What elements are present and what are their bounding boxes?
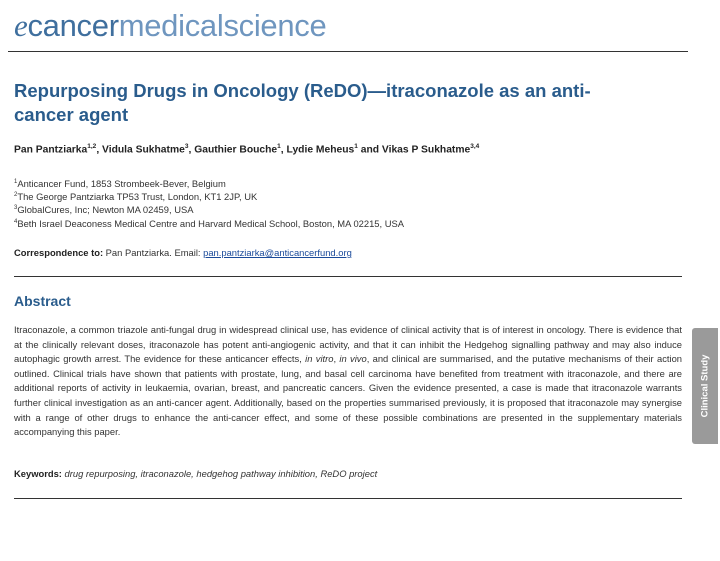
correspondence xyxy=(14,247,352,258)
author-list xyxy=(14,143,479,155)
author-name: Lydie Meheus xyxy=(286,144,355,156)
affiliations xyxy=(14,178,404,231)
author-name: Vikas P Sukhatme xyxy=(381,144,471,156)
author-name: Pan Pantziarka xyxy=(14,144,88,156)
author-name: Vidula Sukhatme xyxy=(102,144,185,156)
keywords-label: Keywords: xyxy=(14,468,62,479)
affiliation-marker: 1 xyxy=(14,178,18,185)
author-affiliation-marker: 1 xyxy=(354,143,358,150)
abstract-heading: Abstract xyxy=(14,293,71,309)
affiliation-line xyxy=(14,178,404,191)
affiliation-line xyxy=(14,191,404,204)
keywords xyxy=(14,468,377,479)
author-affiliation-marker: 3,4 xyxy=(470,143,480,150)
author-separator: , xyxy=(96,144,103,156)
journal-logo: ecancermedicalscience xyxy=(14,8,327,43)
affiliation-text: GlobalCures, Inc; Newton MA 02459, USA xyxy=(17,204,194,216)
section-divider xyxy=(14,276,682,277)
header-divider xyxy=(8,51,688,52)
abstract-text: Itraconazole, a common triazole anti-fungal drug in widespread clinical use, has evidence of clinical activity that is of interest in oncology. There is evidence that at the clinically relevant doses, itraconazole has potent anti-angiogenic activity, and that it can inhibit the Hedgehog signalling pathway and may also induce autophagic growth arrest. The evidence for these anticancer effects, in vitro, in vivo, and clinical are summarised, and the putative mechanisms of their action outlined. Clinical trials have shown that patients with prostate, lung, and basal cell carcinoma have benefited from treatment with itraconazole, and there are additional reports of activity in leukaemia, ovarian, breast, and pancreatic cancers. Given the evidence presented, a case is made that itraconazole warrants further clinical investigation as an anti-cancer agent. Additionally, based on the properties summarised previously, it is proposed that itraconazole may synergise with a range of other drugs to enhance the anti-cancer effect, and some of these possible combinations are presented in the supplementary materials accompanying this paper. xyxy=(14,324,682,438)
author-separator: and xyxy=(357,144,382,156)
keywords-text: drug repurposing, itraconazole, hedgehog pathway inhibition, ReDO project xyxy=(61,468,378,479)
affiliation-text: Anticancer Fund, 1853 Strombeek-Bever, Belgium xyxy=(17,178,226,189)
clinical-study-tab xyxy=(692,328,718,444)
correspondence-label: Correspondence to: xyxy=(14,247,104,258)
affiliation-marker: 4 xyxy=(14,218,18,225)
affiliation-marker: 3 xyxy=(14,205,18,212)
article-title: Repurposing Drugs in Oncology (ReDO)—itraconazole as an anti-cancer agent xyxy=(14,80,591,125)
affiliation-marker: 2 xyxy=(14,192,18,199)
email-link[interactable]: pan.pantziarka@anticancerfund.org xyxy=(203,247,352,258)
affiliation-text: Beth Israel Deaconess Medical Centre and Harvard Medical School, Boston, MA 02215, USA xyxy=(17,217,405,229)
footer-divider xyxy=(14,498,682,499)
author-affiliation-marker: 1,2 xyxy=(87,143,97,150)
correspondence-text: Pan Pantziarka. Email: xyxy=(103,247,204,258)
affiliation-text: The George Pantziarka TP53 Trust, London, KT1 2JP, UK xyxy=(17,191,258,203)
author-separator: , xyxy=(280,144,287,156)
author-affiliation-marker: 1 xyxy=(277,143,281,150)
author-separator: , xyxy=(188,144,195,156)
tab-label: Clinical Study xyxy=(699,354,711,418)
affiliation-line xyxy=(14,204,404,217)
affiliation-line xyxy=(14,218,404,231)
author-affiliation-marker: 3 xyxy=(184,143,189,150)
author-name: Gauthier Bouche xyxy=(194,144,278,156)
